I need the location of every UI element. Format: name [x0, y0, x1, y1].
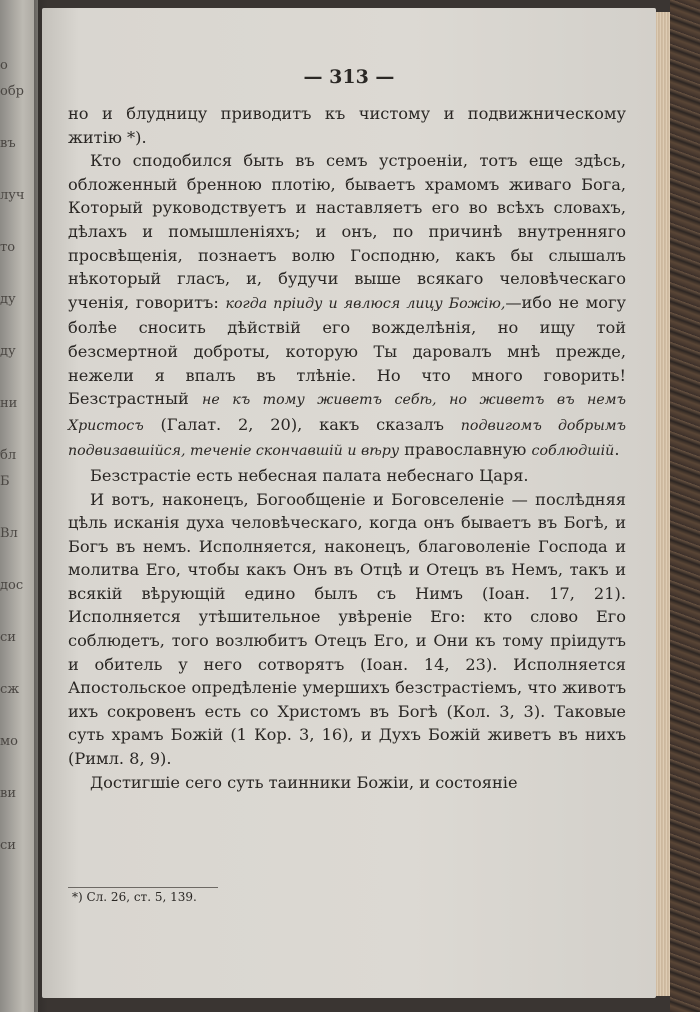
- facing-page-fragment: ду: [0, 292, 16, 307]
- paragraph: [68, 464, 626, 488]
- italic-quote: соблюдшій: [531, 443, 615, 460]
- paragraph: [68, 102, 626, 149]
- italic-quote: когда пріиду и явлюся лицу Божію,: [225, 295, 506, 312]
- facing-page-fragment: то: [0, 240, 16, 255]
- italic-quote: не къ тому живетъ себѣ, но живетъ въ немъ Христосъ: [68, 392, 627, 434]
- facing-page-fragment: Б: [0, 474, 10, 489]
- facing-page-fragment: бл: [0, 448, 17, 463]
- facing-page-fragment: си: [0, 838, 16, 853]
- facing-page-fragment: о: [0, 58, 8, 73]
- text-run: —ибо не могу болѣе сносить дѣйствій его вожделѣнія, но ищу той безсмертной доброты, которую Ты даровалъ мнѣ прежде, нежели я впалъ въ тлѣніе. Но что много говорить! Безстрастный: [68, 292, 626, 409]
- text-run: И вотъ, наконецъ, Богообщеніе и Боговселеніе — послѣдняя цѣль исканія духа человѣческаго, когда онъ бываетъ въ Богѣ, и Богъ въ немъ. Исполняется, наконецъ, благоволеніе Господа и молитва Его, чтобы какъ Онъ въ Отцѣ и Отецъ въ Немъ, такъ и всякій вѣрующій едино былъ съ Нимъ (Іоан. 17, 21). Исполняется утѣшительное увѣреніе Его: кто слово Его соблюдетъ, того возлюбитъ Отецъ Его, и Они къ тому пріидутъ и обитель у него сотворятъ (Іоан. 14, 23). Исполняется Апостольское опредѣленіе умершихъ безстрастіемъ, что животъ ихъ сокровенъ есть со Христомъ въ Богѣ (Кол. 3, 3). Таковые суть храмъ Божій (1 Кор. 3, 16), и Духъ Божій живетъ въ нихъ (Римл. 8, 9).: [68, 489, 626, 769]
- facing-page-fragment: въ: [0, 136, 16, 151]
- text-run: православную: [399, 440, 532, 460]
- book-cover-edge: [670, 0, 700, 1012]
- facing-page-fragment: ви: [0, 786, 16, 801]
- text-run: Достигшіе сего суть таинники Божіи, и состояніе: [90, 772, 518, 792]
- body-text: [68, 102, 626, 794]
- paragraph: [68, 488, 626, 771]
- text-run: (Галат. 2, 20), какъ сказалъ: [143, 414, 461, 434]
- facing-page-fragment: Вл: [0, 526, 18, 541]
- footnote: *) Сл. 26, ст. 5, 139.: [72, 890, 197, 904]
- page-block-edge: [656, 12, 670, 996]
- text-run: Кто сподобился быть въ семъ устроеніи, тотъ еще здѣсь, обложенный бренною плотію, бываетъ храмомъ живаго Бога, Который руководствуетъ и наставляетъ его во всѣхъ словахъ, дѣлахъ и помышленіяхъ; и онъ, по причинѣ внутренняго просвѣщенія, познаетъ волю Господню, какъ бы слышалъ нѣкоторый гласъ, и, будучи выше всякаго человѣческаго ученія, говоритъ:: [68, 151, 626, 312]
- facing-page-fragment: ду: [0, 344, 16, 359]
- facing-page-fragment: обр: [0, 84, 24, 99]
- footnote-rule: [68, 887, 218, 888]
- italic-quote: подвигомъ добрымъ подвизавшійся, теченіе скончавшій и вѣру: [68, 417, 626, 460]
- paragraph: [68, 771, 626, 795]
- facing-page-fragment: сж: [0, 682, 20, 697]
- facing-page-fragment: си: [0, 630, 16, 645]
- text-run: .: [614, 440, 620, 460]
- text-run: Безстрастіе есть небесная палата небеснаго Царя.: [90, 465, 529, 485]
- text-run: но и блудницу приводитъ къ чистому и подвижническому житію *).: [68, 104, 626, 147]
- facing-page-fragment: ни: [0, 396, 18, 411]
- facing-page-fragment: мо: [0, 734, 18, 749]
- facing-page-fragment: луч: [0, 188, 25, 203]
- book-page: [42, 8, 656, 998]
- facing-page-edge: [0, 0, 38, 1012]
- paragraph: [68, 149, 626, 464]
- page-number: — 313 —: [303, 66, 395, 88]
- facing-page-fragment: дос: [0, 578, 24, 593]
